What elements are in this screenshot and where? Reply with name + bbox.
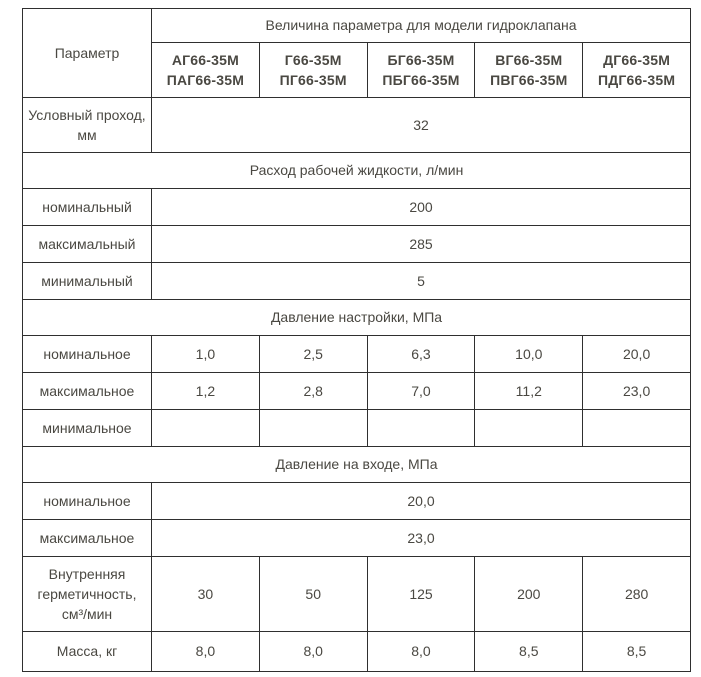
model-cell: [367, 43, 475, 98]
row-label-cell: номинальный: [23, 189, 152, 226]
value-cell: 2,5: [259, 336, 367, 373]
value-cell: 23,0: [152, 520, 691, 557]
leakage-row: [23, 557, 691, 632]
bore-row: [23, 98, 691, 153]
model-cell: [152, 43, 260, 98]
model-name: ПАГ66-35М: [166, 72, 245, 88]
value-cell: [152, 410, 260, 447]
value-cell: 1,2: [152, 373, 260, 410]
flow-minimum-row: [23, 263, 691, 300]
model-cell: [583, 43, 691, 98]
value-cell: 8,5: [475, 632, 583, 672]
value-cell: 200: [475, 557, 583, 632]
value-cell: 200: [152, 189, 691, 226]
value-cell: 2,8: [259, 373, 367, 410]
spec-table: [22, 8, 691, 672]
model-name: ПВГ66-35М: [490, 72, 568, 88]
value-cell: 285: [152, 226, 691, 263]
value-cell: [583, 410, 691, 447]
value-cell: 125: [367, 557, 475, 632]
section-header-cell: Давление на входе, МПа: [23, 447, 691, 483]
value-cell: 8,5: [583, 632, 691, 672]
row-label-cell: максимальное: [23, 520, 152, 557]
value-cell: 30: [152, 557, 260, 632]
model-name: Г66-35М: [284, 51, 342, 68]
inlet-pressure-section-row: [23, 447, 691, 483]
header-row: [23, 9, 691, 43]
set-pressure-minimum-row: [23, 410, 691, 447]
model-name: ПБГ66-35М: [382, 72, 460, 88]
value-cell: 23,0: [583, 373, 691, 410]
row-label-cell: минимальное: [23, 410, 152, 447]
value-cell: [259, 410, 367, 447]
param-header-cell: Параметр: [23, 9, 152, 98]
row-label-cell: максимальное: [23, 373, 152, 410]
value-cell: 10,0: [475, 336, 583, 373]
section-header-cell: Давление настройки, МПа: [23, 300, 691, 336]
set-pressure-maximum-row: [23, 373, 691, 410]
row-label-cell: Условный проход, мм: [23, 98, 152, 153]
model-name: БГ66-35М: [387, 51, 455, 68]
set-pressure-section-row: [23, 300, 691, 336]
flow-section-row: [23, 153, 691, 189]
value-cell: 5: [152, 263, 691, 300]
model-name: ДГ66-35М: [603, 51, 671, 68]
flow-nominal-row: [23, 189, 691, 226]
value-cell: 20,0: [583, 336, 691, 373]
model-cell: [475, 43, 583, 98]
model-name: ПГ66-35М: [279, 72, 347, 88]
value-cell: 8,0: [152, 632, 260, 672]
row-label-cell: Внутренняя герметичность, см³/мин: [23, 557, 152, 632]
value-cell: 32: [152, 98, 691, 153]
value-cell: 20,0: [152, 483, 691, 520]
inlet-pressure-maximum-row: [23, 520, 691, 557]
row-label-cell: номинальное: [23, 483, 152, 520]
model-name: АГ66-35М: [171, 51, 239, 68]
row-label-cell: максимальный: [23, 226, 152, 263]
inlet-pressure-nominal-row: [23, 483, 691, 520]
value-cell: [475, 410, 583, 447]
value-span-header-cell: Величина параметра для модели гидроклапана: [152, 9, 691, 43]
value-cell: 1,0: [152, 336, 260, 373]
flow-maximum-row: [23, 226, 691, 263]
value-cell: 7,0: [367, 373, 475, 410]
value-cell: 11,2: [475, 373, 583, 410]
row-label-cell: номинальное: [23, 336, 152, 373]
row-label-cell: Масса, кг: [23, 632, 152, 672]
row-label-cell: минимальный: [23, 263, 152, 300]
value-cell: 6,3: [367, 336, 475, 373]
value-cell: 280: [583, 557, 691, 632]
value-cell: 8,0: [259, 632, 367, 672]
mass-row: [23, 632, 691, 672]
value-cell: 8,0: [367, 632, 475, 672]
value-cell: 50: [259, 557, 367, 632]
set-pressure-nominal-row: [23, 336, 691, 373]
model-name: ВГ66-35М: [495, 51, 563, 68]
model-name: ПДГ66-35М: [597, 72, 676, 88]
section-header-cell: Расход рабочей жидкости, л/мин: [23, 153, 691, 189]
model-cell: [259, 43, 367, 98]
value-cell: [367, 410, 475, 447]
